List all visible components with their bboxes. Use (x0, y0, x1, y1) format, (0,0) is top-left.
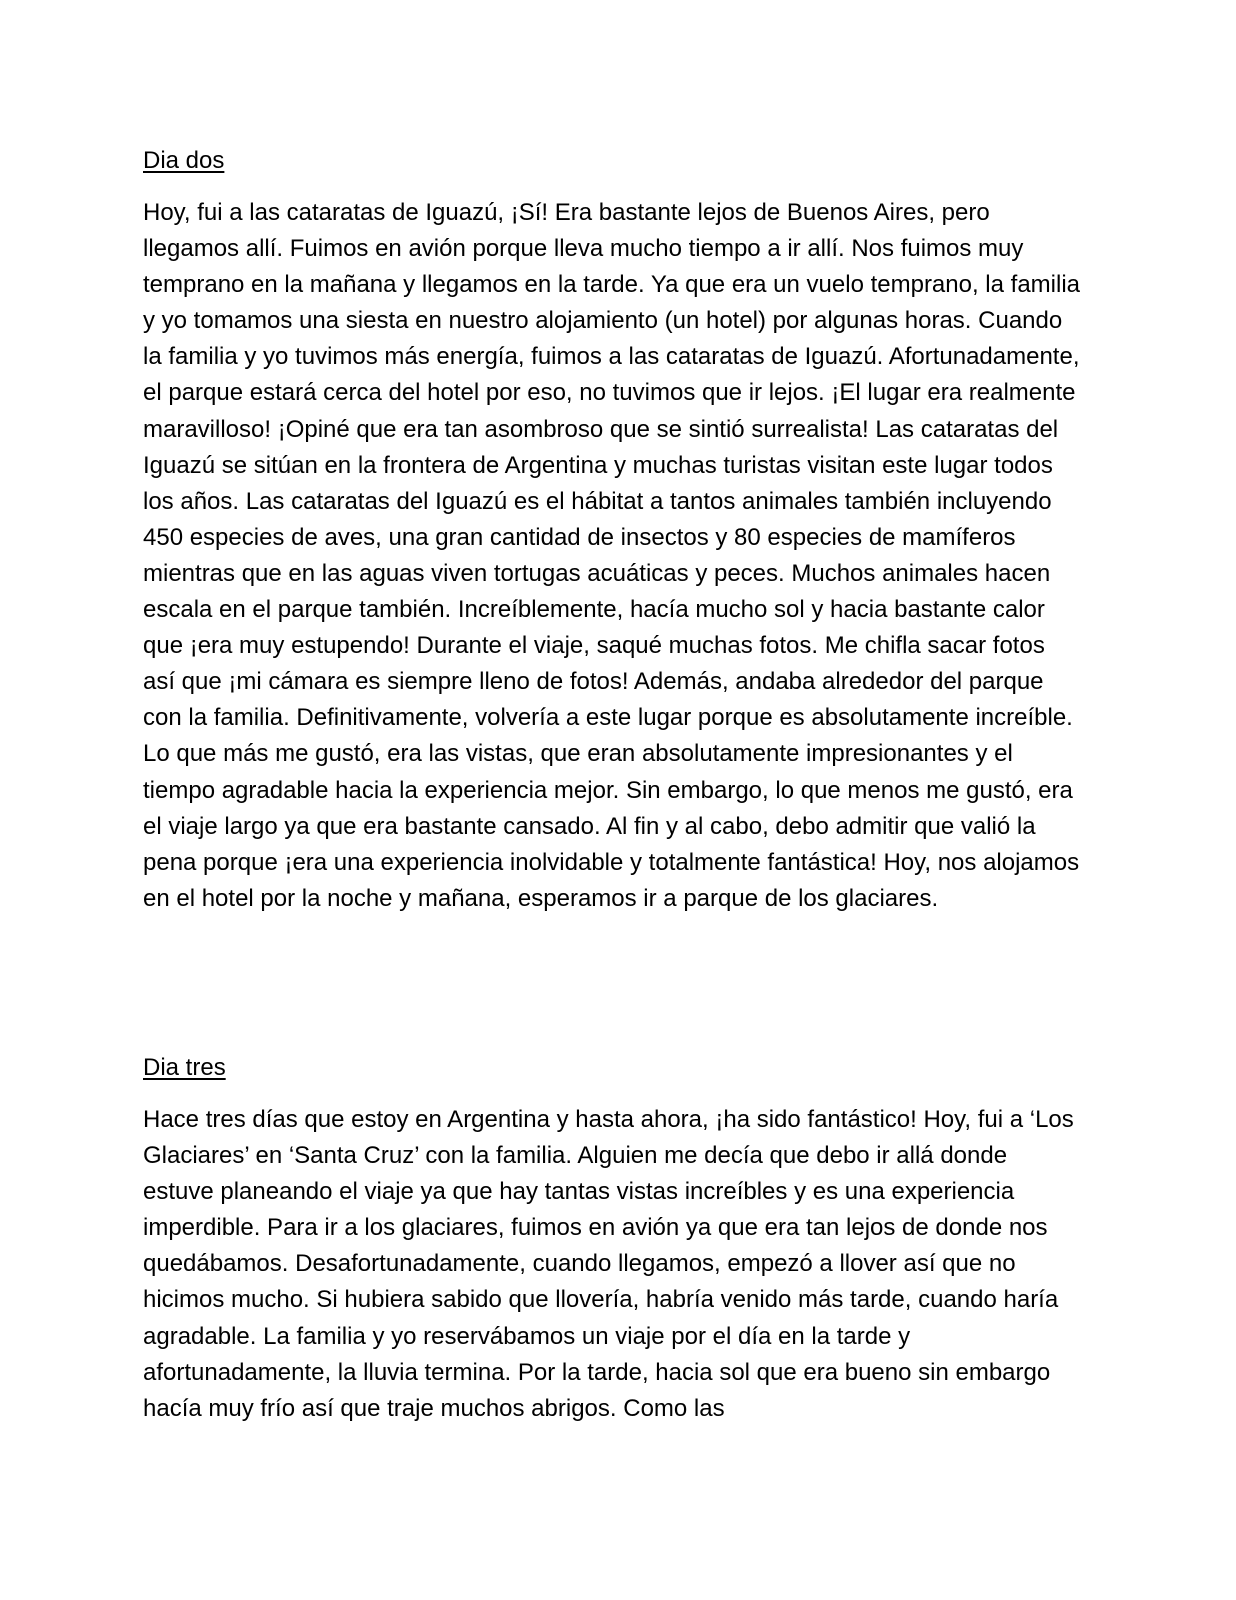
section-paragraph-dia-tres: Hace tres días que estoy en Argentina y hasta ahora, ¡ha sido fantástico! Hoy, fui a ‘Los Glaciares’ en ‘Santa Cruz’ con la familia. Alguien me decía que debo ir allá donde estuve planeando el viaje ya que hay tantas vistas increíbles y es una experiencia imperdible. Para ir a los glaciares, fuimos en avión ya que era tan lejos de donde nos quedábamos. Desafortunadamente, cuando llegamos, empezó a llover así que no hicimos mucho. Si hubiera sabido que llovería, habría venido más tarde, cuando haría agradable. La familia y yo reservábamos un viaje por el día en la tarde y afortunadamente, la lluvia termina. Por la tarde, hacia sol que era bueno sin embargo hacía muy frío así que traje muchos abrigos. Como las (143, 1106, 1074, 1422)
section-paragraph-dia-dos: Hoy, fui a las cataratas de Iguazú, ¡Sí! Era bastante lejos de Buenos Aires, pero llegamos allí. Fuimos en avión porque lleva mucho tiempo a ir allí. Nos fuimos muy temprano en la mañana y llegamos en la tarde. Ya que era un vuelo temprano, la familia y yo tomamos una siesta en nuestro alojamiento (un hotel) por algunas horas. Cuando la familia y yo tuvimos más energía, fuimos a las cataratas de Iguazú. Afortunadamente, el parque estará cerca del hotel por eso, no tuvimos que ir lejos. ¡El lugar era realmente maravilloso! ¡Opiné que era tan asombroso que se sintió surrealista! Las cataratas del Iguazú se sitúan en la frontera de Argentina y muchas turistas visitan este lugar todos los años. Las cataratas del Iguazú es el hábitat a tantos animales también incluyendo 450 especies de aves, una gran cantidad de insectos y 80 especies de mamíferos mientras que en las aguas viven tortugas acuáticas y peces. Muchos animales hacen escala en el parque también. Increíblemente, hacía mucho sol y hacia bastante calor que ¡era muy estupendo! Durante el viaje, saqué muchas fotos. Me chifla sacar fotos así que ¡mi cámara es siempre lleno de fotos! Además, andaba alrededor del parque con la familia. Definitivamente, volvería a este lugar porque es absolutamente increíble. Lo que más me gustó, era las vistas, que eran absolutamente impresionantes y el tiempo agradable hacia la experiencia mejor. Sin embargo, lo que menos me gustó, era el viaje largo ya que era bastante cansado. Al fin y al cabo, debo admitir que valió la pena porque ¡era una experiencia inolvidable y totalmente fantástica! Hoy, nos alojamos en el hotel por la noche y mañana, esperamos ir a parque de los glaciares. (143, 199, 1081, 912)
section-heading-dia-tres: Dia tres (143, 1054, 226, 1081)
section-heading-dia-dos: Dia dos (143, 147, 225, 174)
